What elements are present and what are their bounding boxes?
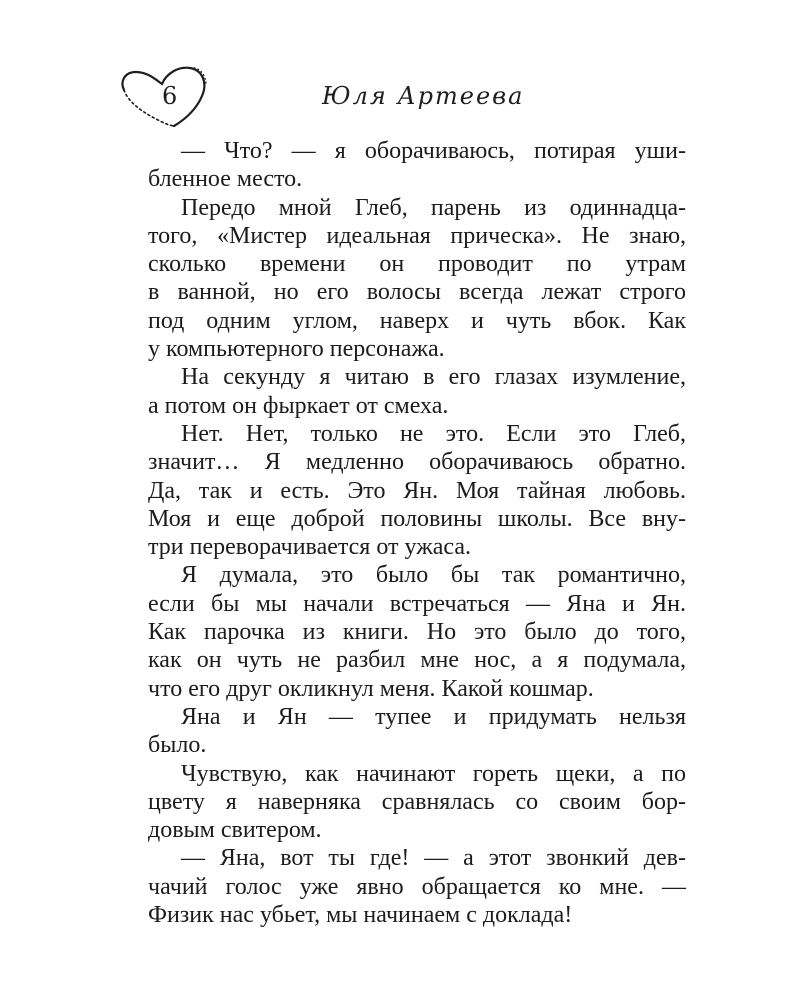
text-line: Да, так и есть. Это Ян. Моя тайная любовь. <box>148 477 686 504</box>
page-number: 6 <box>162 82 178 110</box>
text-line: На секунду я читаю в его глазах изумление, <box>181 364 686 391</box>
text-line: сколько времени он проводит по утрам <box>148 251 686 278</box>
text-line: — Яна, вот ты где! — а этот звонкий дев- <box>181 845 686 872</box>
text-line: Нет. Нет, только не это. Если это Глеб, <box>181 420 686 447</box>
paragraph <box>148 194 686 364</box>
text-line: цвету я наверняка сравнялась со своим бор- <box>148 788 686 815</box>
text-line: значит… Я медленно оборачиваюсь обратно. <box>148 449 686 476</box>
body-text <box>148 137 686 929</box>
text-line: Передо мной Глеб, парень из одиннадца- <box>181 194 686 221</box>
paragraph <box>148 844 686 929</box>
paragraph <box>148 760 686 845</box>
running-head-author: Юля Артеева <box>322 82 525 110</box>
paragraph <box>148 703 686 760</box>
paragraph <box>148 420 686 561</box>
paragraph <box>148 561 686 702</box>
text-line: если бы мы начали встречаться — Яна и Ян. <box>148 590 686 617</box>
text-line: что его друг окликнул меня. Какой кошмар. <box>148 675 594 702</box>
page-header <box>118 62 688 132</box>
text-line: довым свитером. <box>148 817 322 844</box>
text-line: в ванной, но его волосы всегда лежат строго <box>148 279 686 306</box>
text-line: под одним углом, наверх и чуть вбок. Как <box>148 307 686 334</box>
text-line: как он чуть не разбил мне нос, а я подумала, <box>148 647 686 674</box>
text-line: бленное место. <box>148 166 303 193</box>
text-line: — Что? — я оборачиваюсь, потирая уши- <box>181 138 686 164</box>
text-line: три переворачивается от ужаса. <box>148 534 472 561</box>
text-line: Яна и Ян — тупее и придумать нельзя <box>181 703 686 730</box>
text-line: чачий голос уже явно обращается ко мне. — <box>148 873 686 900</box>
text-line: было. <box>148 732 207 759</box>
paragraph <box>148 137 686 194</box>
text-line: Моя и еще доброй половины школы. Все вну- <box>148 505 686 532</box>
text-line: Чувствую, как начинают гореть щеки, а по <box>181 760 686 787</box>
text-line: а потом он фыркает от смеха. <box>148 392 449 419</box>
paragraph <box>148 363 686 420</box>
text-line: у компьютерного персонажа. <box>148 336 445 363</box>
text-line: Я думала, это было бы так романтично, <box>181 562 686 589</box>
text-line: Как парочка из книги. Но это было до того, <box>148 619 686 646</box>
text-line: того, «Мистер идеальная прическа». Не знаю, <box>148 222 686 249</box>
text-line: Физик нас убьет, мы начинаем с доклада! <box>148 902 573 929</box>
